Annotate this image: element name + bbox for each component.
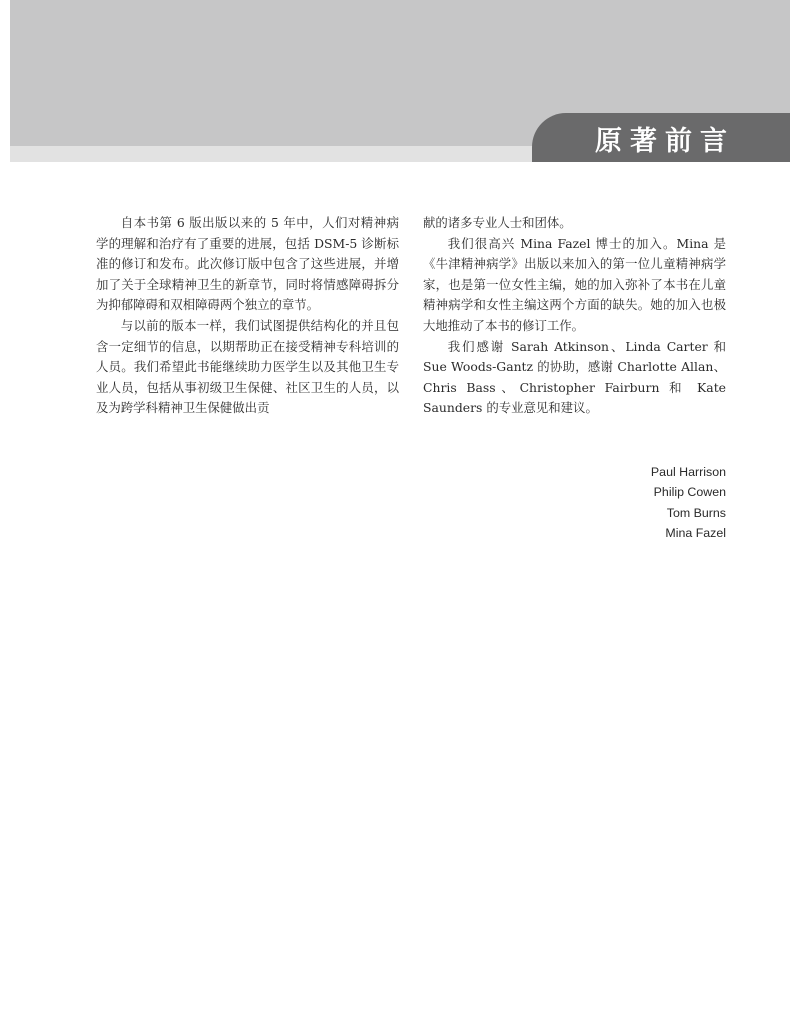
author-name: Philip Cowen <box>653 485 726 500</box>
author-name: Mina Fazel <box>665 525 726 540</box>
left-column <box>96 213 399 419</box>
right-column <box>423 213 726 419</box>
author-name: Tom Burns <box>666 505 726 520</box>
paragraph-continuation: 献的诸多专业人士和团体。 <box>423 215 572 230</box>
page-title: 原著前言 <box>595 126 735 157</box>
paragraph: 与以前的版本一样，我们试图提供结构化的并且包含一定细节的信息，以期帮助正在接受精神专科培训的人员。我们希望此书能继续助力医学生以及其他卫生专业人员，包括从事初级卫生保健、社区卫生的人员，以及为跨学科精神卫生保健做出贡 <box>96 317 399 416</box>
paragraph: 我们很高兴 Mina Fazel 博士的加入。Mina 是《牛津精神病学》出版以来加入的第一位儿童精神病学家，也是第一位女性主编，她的加入弥补了本书在儿童精神病学和女性主编这两个方面的缺失。她的加入也极大地推动了本书的修订工作。 <box>423 235 726 333</box>
paragraph: 自本书第 6 版出版以来的 5 年中，人们对精神病学的理解和治疗有了重要的进展，包括 DSM-5 诊断标准的修订和发布。此次修订版中包含了这些进展，并增加了关于全球精神卫生的新章节，同时将情感障碍拆分为抑郁障碍和双相障碍两个独立的章节。 <box>96 215 399 313</box>
author-signatures <box>466 462 726 543</box>
author-name: Paul Harrison <box>650 465 726 479</box>
title-tab <box>532 113 790 162</box>
paragraph: 我们感谢 Sarah Atkinson、Linda Carter 和 Sue Woods-Gantz 的协助，感谢 Charlotte Allan、Chris Bass、Christopher Fairburn 和 Kate Saunders 的专业意见和建议。 <box>423 338 726 416</box>
